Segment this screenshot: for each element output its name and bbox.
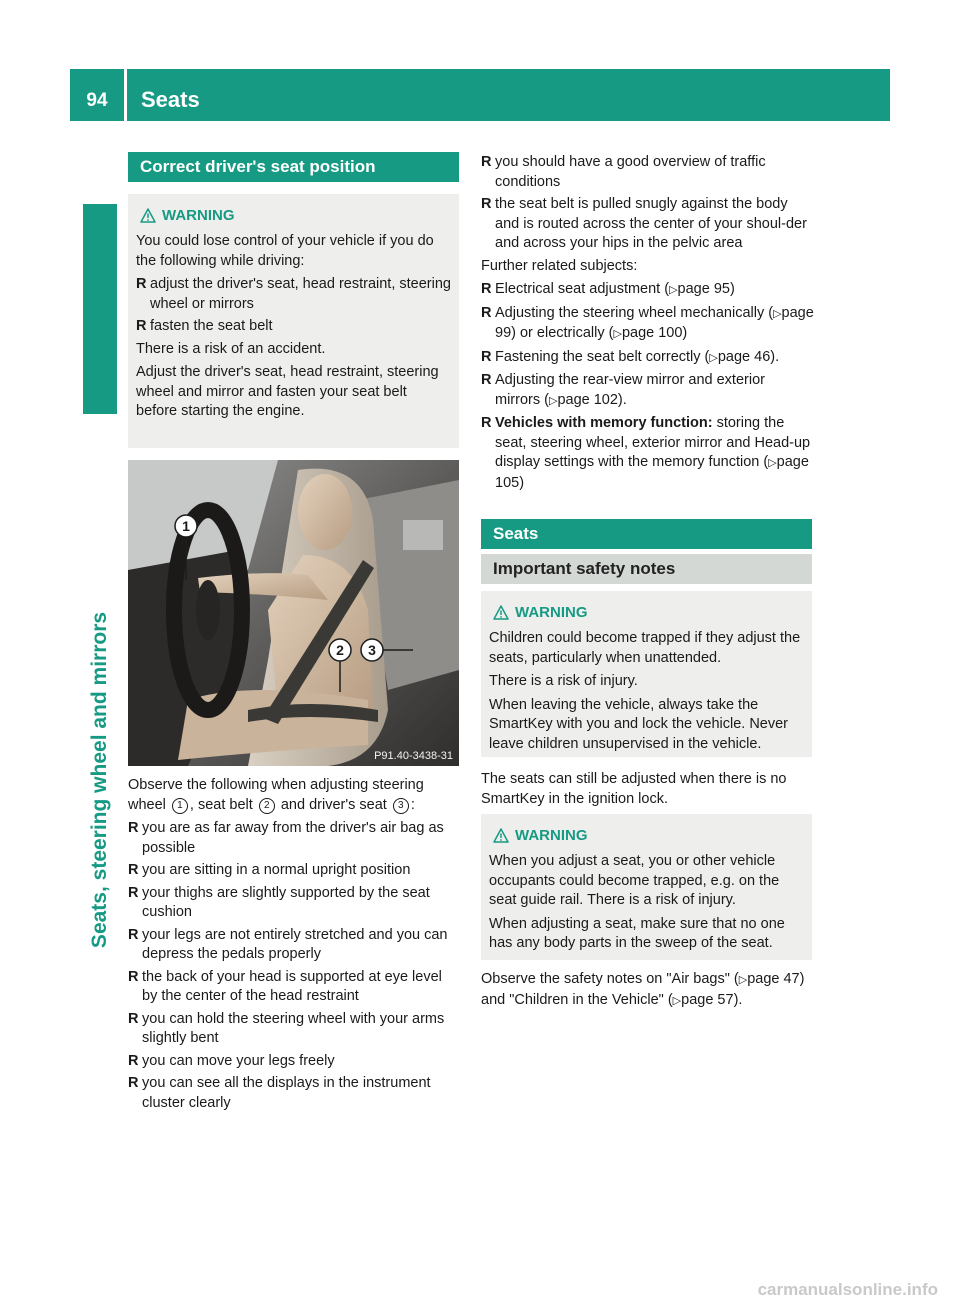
list-item: R adjust the driver's seat, head restraint, steering wheel or mirrors bbox=[136, 276, 451, 312]
warning-text: Children could become trapped if they adjust the seats, particularly when unattended. bbox=[489, 630, 801, 666]
warning-action: Adjust the driver's seat, head restraint, steering wheel and mirror and fasten your seat belt before starting the engine. bbox=[136, 364, 439, 419]
warning-label: WARNING bbox=[515, 604, 588, 621]
related-item[interactable]: R Fastening the seat belt correctly (▷page 46). bbox=[481, 348, 780, 365]
warning-heading bbox=[140, 206, 451, 226]
adjustment-checklist bbox=[128, 819, 461, 1113]
warning-text: When you adjust a seat, you or other vehicle occupants could become trapped, e.g. on the seat guide rail. There is a risk of injury. bbox=[489, 853, 780, 908]
warning-triangle-icon bbox=[493, 828, 509, 843]
warning-label: WARNING bbox=[162, 207, 235, 224]
list-item: R the back of your head is supported at eye level by the center of the head restraint bbox=[128, 968, 442, 1004]
page-ref-link: page 95 bbox=[677, 281, 730, 297]
warning-label: WARNING bbox=[515, 827, 588, 844]
driver-seat-photo bbox=[128, 460, 459, 766]
warning-box-trapped bbox=[481, 814, 812, 960]
section-heading: Correct driver's seat position bbox=[140, 157, 376, 176]
right-top-block bbox=[481, 153, 814, 496]
watermark-footer: carmanualsonline.info bbox=[757, 1280, 938, 1299]
safety-heading: Important safety notes bbox=[493, 559, 676, 578]
smartkey-note: The seats can still be adjusted when there is no SmartKey in the ignition lock. bbox=[481, 771, 787, 807]
related-subjects-heading: Further related subjects: bbox=[481, 257, 638, 274]
list-item: R fasten the seat belt bbox=[136, 318, 273, 334]
adjustment-checklist-continued bbox=[481, 153, 814, 254]
warning-risk: There is a risk of injury. bbox=[489, 673, 638, 689]
warning-heading bbox=[493, 826, 804, 846]
related-item[interactable]: R Vehicles with memory function: storing the seat, steering wheel, exterior mirror and Head-up display settings with the memory function (▷page 105) bbox=[481, 415, 811, 491]
related-item[interactable]: R Adjusting the steering wheel mechanically (▷page 99) or electrically (▷page 100) bbox=[481, 304, 814, 341]
page-ref-link[interactable]: page 57 bbox=[681, 991, 734, 1008]
list-item: R you are sitting in a normal upright position bbox=[128, 862, 411, 878]
callout-1-label: 1 bbox=[182, 518, 190, 534]
warning-list bbox=[136, 275, 451, 337]
page-number: 94 bbox=[86, 90, 108, 111]
warning-heading bbox=[493, 603, 804, 623]
chapter-title: Seats bbox=[141, 87, 200, 112]
safety-heading-bar bbox=[481, 554, 812, 584]
related-item[interactable]: R Electrical seat adjustment (▷page 95) bbox=[481, 281, 735, 297]
side-chapter-label: Seats, steering wheel and mirrors bbox=[88, 611, 111, 949]
callout-2-label: 2 bbox=[336, 642, 344, 658]
seats-heading-bar bbox=[481, 519, 812, 549]
list-item: R you can see all the displays in the instrument cluster clearly bbox=[128, 1075, 431, 1111]
driver-seat-illustration bbox=[128, 460, 459, 766]
callout-ref-3: 3 bbox=[393, 798, 409, 814]
list-item: R your legs are not entirely stretched and you can depress the pedals properly bbox=[128, 926, 448, 962]
page-ref-link: page 102 bbox=[557, 391, 618, 408]
list-item: R you can move your legs freely bbox=[128, 1052, 335, 1069]
warning-action: When adjusting a seat, make sure that no one has any body parts in the sweep of the seat. bbox=[489, 915, 785, 951]
page-ref-link[interactable]: page 47 bbox=[747, 971, 800, 987]
seats-heading: Seats bbox=[493, 524, 539, 543]
image-code: P91.40-3438-31 bbox=[374, 750, 453, 762]
list-item: R you can hold the steering wheel with your arms slightly bent bbox=[128, 1010, 445, 1046]
observe-block bbox=[128, 776, 461, 1116]
callout-ref-1: 1 bbox=[172, 798, 188, 814]
header-divider bbox=[124, 69, 127, 121]
page-ref-link: page 100 bbox=[621, 325, 683, 341]
warning-action: When leaving the vehicle, always take the SmartKey with you and lock the vehicle. Never leave children unsupervised in the vehicle. bbox=[489, 696, 788, 752]
page-ref-link: page 105 bbox=[495, 454, 809, 491]
warning-intro: You could lose control of your vehicle if you do the following while driving: bbox=[136, 233, 434, 269]
warning-box-children bbox=[481, 591, 812, 757]
warning-triangle-icon bbox=[493, 605, 509, 620]
warning-risk: There is a risk of an accident. bbox=[136, 340, 326, 357]
air-bag-reference: Observe the safety notes on "Air bags" (▷page 47) and "Children in the Vehicle" (▷page 57). bbox=[481, 971, 805, 1008]
callout-3-label: 3 bbox=[368, 642, 376, 658]
list-item: R you should have a good overview of traffic conditions bbox=[481, 154, 766, 190]
observe-intro: Observe the following when adjusting steering wheel 1 , seat belt 2 and driver's seat 3 : bbox=[128, 777, 424, 813]
section-heading-bar bbox=[128, 152, 459, 182]
page-ref-link: page 46 bbox=[717, 348, 771, 365]
list-item: R your thighs are slightly supported by the seat cushion bbox=[128, 884, 430, 920]
warning-triangle-icon bbox=[140, 208, 156, 223]
callout-ref-2: 2 bbox=[259, 798, 275, 814]
page-ref-link: page 99 bbox=[495, 304, 814, 341]
related-subjects-list bbox=[481, 280, 814, 493]
list-item: R you are as far away from the driver's air bag as possible bbox=[128, 820, 444, 856]
warning-box bbox=[128, 194, 459, 448]
related-item[interactable]: R Adjusting the rear-view mirror and exterior mirrors (▷page 102). bbox=[481, 372, 765, 408]
list-item: R the seat belt is pulled snugly against the body and is routed across the center of your shoul-der and across your hips in the pelvic area bbox=[481, 196, 807, 251]
side-tab bbox=[83, 204, 117, 414]
